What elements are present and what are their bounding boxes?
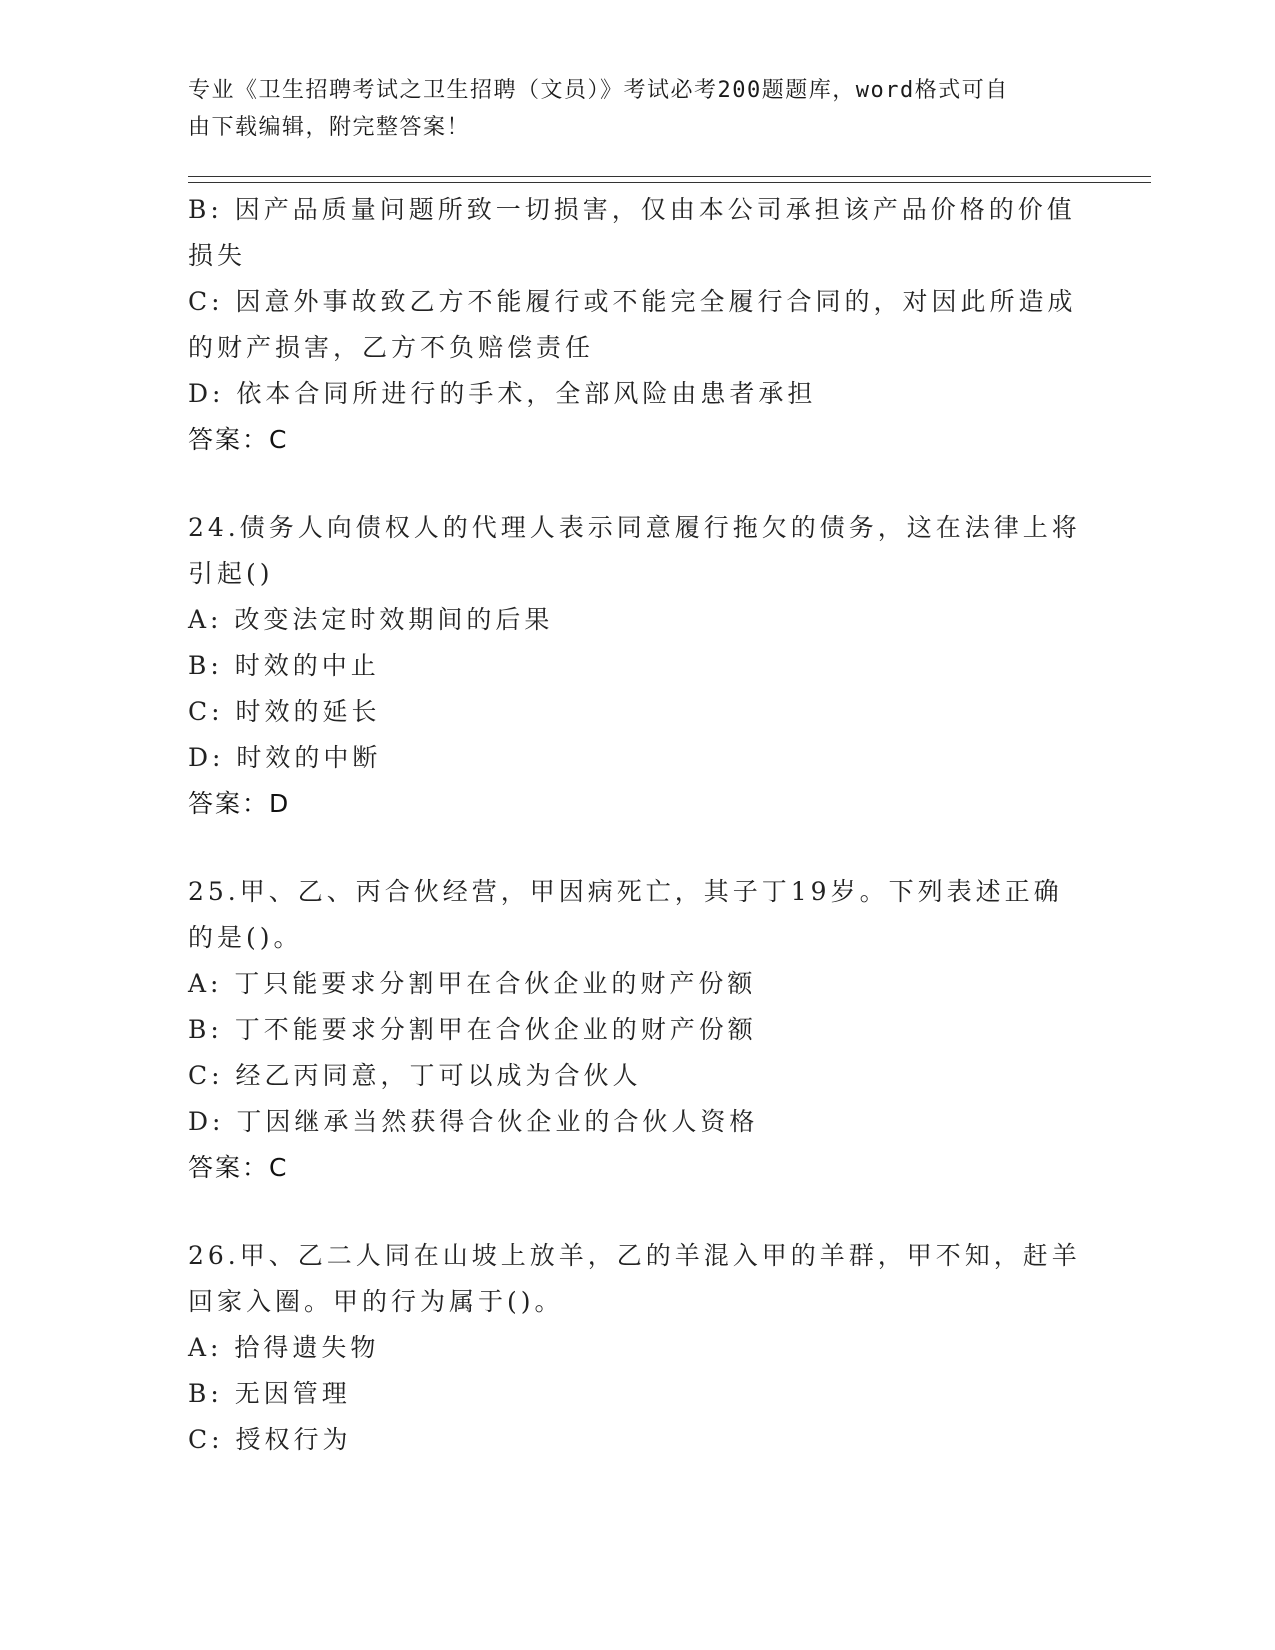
q25-option-b: B: 丁不能要求分割甲在合伙企业的财产份额: [188, 1015, 757, 1044]
q23-option-d: D: 依本合同所进行的手术，全部风险由患者承担: [188, 379, 817, 408]
header-line-1: 专业《卫生招聘考试之卫生招聘（文员）》考试必考200题题库，word格式可自: [188, 78, 1009, 103]
q26-stem-line-2: 回家入圈。甲的行为属于()。: [188, 1287, 564, 1316]
q23-option-b-line-2: 损失: [188, 241, 247, 270]
q24-option-b: B: 时效的中止: [188, 651, 380, 680]
header-line-2: 由下载编辑，附完整答案！: [188, 115, 471, 140]
q26-stem-line-1: 26.甲、乙二人同在山坡上放羊，乙的羊混入甲的羊群，甲不知，赶羊: [188, 1241, 1081, 1270]
q25-stem-line-2: 的是()。: [188, 923, 303, 952]
q26-option-a: A: 拾得遗失物: [188, 1333, 380, 1362]
question-23: [188, 187, 1088, 463]
q26-option-c: C: 授权行为: [188, 1425, 352, 1454]
q24-stem-line-2: 引起(): [188, 559, 274, 588]
q24-option-a: A: 改变法定时效期间的后果: [188, 605, 554, 634]
header-rule-top: [188, 176, 1151, 177]
q23-option-c-line-2: 的财产损害，乙方不负赔偿责任: [188, 333, 595, 362]
q23-option-c-line-1: C: 因意外事故致乙方不能履行或不能完全履行合同的，对因此所造成: [188, 287, 1077, 316]
question-content: [188, 187, 1088, 1463]
header-rule-bottom: [188, 182, 1151, 183]
spacer: [188, 1191, 1088, 1233]
spacer: [188, 827, 1088, 869]
question-25: [188, 869, 1088, 1191]
q25-stem-line-1: 25.甲、乙、丙合伙经营，甲因病死亡，其子丁19岁。下列表述正确: [188, 877, 1063, 906]
question-26: [188, 1233, 1088, 1463]
document-header: [188, 72, 1088, 146]
question-24: [188, 505, 1088, 827]
q25-answer: 答案：C: [188, 1153, 289, 1182]
spacer: [188, 463, 1088, 505]
q23-option-b-line-1: B: 因产品质量问题所致一切损害，仅由本公司承担该产品价格的价值: [188, 195, 1076, 224]
q24-answer: 答案：D: [188, 789, 291, 818]
q25-option-d: D: 丁因继承当然获得合伙企业的合伙人资格: [188, 1107, 759, 1136]
q26-option-b: B: 无因管理: [188, 1379, 351, 1408]
q24-stem-line-1: 24.债务人向债权人的代理人表示同意履行拖欠的债务，这在法律上将: [188, 513, 1081, 542]
q23-answer: 答案：C: [188, 425, 289, 454]
q25-option-c: C: 经乙丙同意，丁可以成为合伙人: [188, 1061, 642, 1090]
q25-option-a: A: 丁只能要求分割甲在合伙企业的财产份额: [188, 969, 757, 998]
q24-option-d: D: 时效的中断: [188, 743, 382, 772]
q24-option-c: C: 时效的延长: [188, 697, 381, 726]
